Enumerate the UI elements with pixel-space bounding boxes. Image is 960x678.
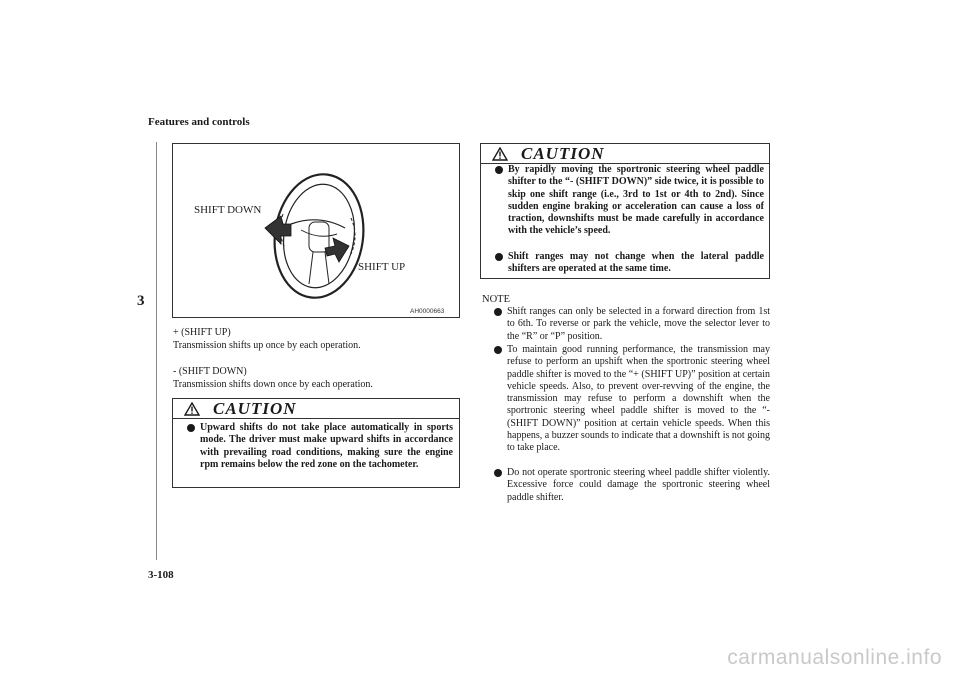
section-tab: 3: [137, 293, 145, 309]
note-item-text: Shift ranges can only be selected in a forward direction from 1st to 6th. To reverse or park the vehicle, move the selector lever to the “R” or “P” position.: [507, 306, 770, 342]
bullet-icon: [495, 253, 503, 261]
shift-up-heading: + (SHIFT UP): [173, 327, 231, 338]
shift-down-label: SHIFT DOWN: [194, 204, 262, 216]
note-item-text: Do not operate sportronic steering wheel paddle shifter violently. Excessive force could damage the sportronic steering wheel paddle shifter.: [507, 467, 770, 503]
caution-item: [508, 251, 764, 276]
caution-box-right: [480, 143, 770, 279]
caution-header: [481, 144, 769, 164]
bullet-icon: [494, 308, 502, 316]
watermark: carmanualsonline.info: [727, 646, 942, 669]
note-item: [507, 344, 770, 455]
caution-item: [508, 164, 764, 238]
running-header: Features and controls: [148, 116, 250, 128]
note-item: [507, 467, 770, 504]
note-item-text: To maintain good running performance, the transmission may refuse to perform an upshift when the sportronic steering wheel paddle shifter is moved to the “+ (SHIFT UP)” position at certain vehicle speeds. Also, to prevent over-revving of the engine, the transmission may refuse to perform a downshift when the sportronic steering wheel paddle shifter is moved to the “- (SHIFT DOWN)” position at certain vehicle speeds. When this happens, a buzzer sounds to indicate that a downshift is not going to take place.: [507, 344, 770, 454]
caution-item: [200, 422, 453, 471]
steering-wheel-figure: [172, 143, 460, 318]
bullet-icon: [187, 424, 195, 432]
page-number: 3-108: [148, 569, 174, 581]
caution-title: CAUTION: [521, 144, 605, 163]
caution-title: CAUTION: [213, 399, 297, 418]
caution-box-left: [172, 398, 460, 488]
caution-item-text: By rapidly moving the sportronic steering wheel paddle shifter to the “- (SHIFT DOWN)” side twice, it is possible to skip one shift range (i.e., 3rd to 1st or 4th to 2nd). Since sudden engine braking or acceleration can cause a loss of traction, downshifts must be made carefully in accordance with the vehicle’s speed.: [508, 164, 764, 237]
warning-triangle-icon: [184, 402, 200, 416]
shift-up-description: Transmission shifts up once by each operation.: [173, 340, 361, 351]
shift-down-heading: - (SHIFT DOWN): [173, 366, 247, 377]
caution-item-text: Upward shifts do not take place automatically in sports mode. The driver must make upward shifts in accordance with prevailing road conditions, making sure the engine rpm remains below the red zone on the tachometer.: [200, 422, 453, 470]
bullet-icon: [494, 469, 502, 477]
shift-up-label: SHIFT UP: [358, 261, 406, 273]
caution-header: [173, 399, 459, 419]
warning-triangle-icon: [492, 147, 508, 161]
caution-item-text: Shift ranges may not change when the lateral paddle shifters are operated at the same time.: [508, 251, 764, 275]
bullet-icon: [495, 166, 503, 174]
steering-wheel-illustration: [173, 144, 461, 319]
figure-code: AH0000663: [410, 308, 445, 315]
shift-down-description: Transmission shifts down once by each operation.: [173, 379, 373, 390]
note-heading: NOTE: [482, 294, 510, 305]
section-divider: [156, 142, 157, 560]
note-item: [507, 306, 770, 343]
bullet-icon: [494, 346, 502, 354]
